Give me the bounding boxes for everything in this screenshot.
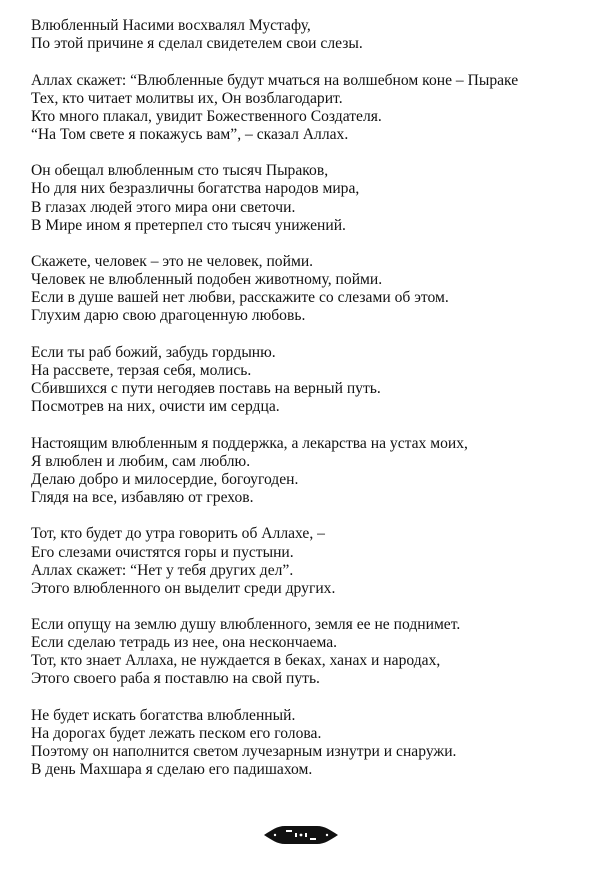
poem-line: Если ты раб божий, забудь гордыню.: [31, 343, 276, 361]
poem-line: В день Махшара я сделаю его падишахом.: [31, 761, 313, 779]
poem-line: Глядя на все, избавляю от грехов.: [31, 488, 254, 506]
poem-line: Он обещал влюбленным сто тысяч Пыраков,: [31, 162, 329, 180]
poem-line: По этой причине я сделал свидетелем свои слезы.: [31, 35, 363, 53]
poem-line: Настоящим влюбленным я поддержка, а лекарства на устах моих,: [31, 434, 468, 452]
poem-line: Если сделаю тетрадь из нее, она нескончаема.: [31, 634, 338, 652]
stanza: [31, 162, 591, 234]
poem-line: Человек не влюбленный подобен животному, пойми.: [31, 271, 383, 289]
poem-line: В Мире ином я претерпел сто тысяч унижений.: [31, 216, 346, 234]
page-number-ornament-icon: [262, 821, 340, 849]
stanza: [31, 435, 591, 507]
poem-line: Аллах скажет: “Влюбленные будут мчаться на волшебном коне – Пыраке: [31, 71, 519, 89]
poem-line: Скажете, человек – это не человек, пойми.: [31, 253, 314, 271]
poem-line: Его слезами очистятся горы и пустыни.: [31, 543, 294, 561]
poem-line: Этого влюбленного он выделит среди других.: [31, 579, 336, 597]
poem-line: Кто много плакал, увидит Божественного Создателя.: [31, 107, 382, 125]
poem-line: Аллах скажет: “Нет у тебя других дел”.: [31, 561, 294, 579]
poem-line: Влюбленный Насими восхвалял Мустафу,: [31, 17, 311, 34]
poem-line: Тот, кто будет до утра говорить об Аллахе, –: [31, 525, 325, 543]
stanza: [31, 616, 591, 688]
stanza: [31, 525, 591, 597]
poem-line: Поэтому он наполнится светом лучезарным изнутри и снаружи.: [31, 743, 457, 761]
poem-line: Сбившихся с пути негодяев поставь на верный путь.: [31, 380, 381, 398]
poem-line: Этого своего раба я поставлю на свой путь.: [31, 670, 320, 688]
poem-line: Глухим дарю свою драгоценную любовь.: [31, 307, 306, 325]
poem-line: На дорогах будет лежать песком его голова.: [31, 725, 322, 743]
poem-line: Посмотрев на них, очисти им сердца.: [31, 398, 280, 416]
poem-line: Делаю добро и милосердие, богоугоден.: [31, 470, 299, 488]
stanza: [31, 17, 591, 53]
poem-line: На рассвете, терзая себя, молись.: [31, 361, 252, 379]
poem-line: Если опущу на землю душу влюбленного, земля ее не поднимет.: [31, 616, 461, 634]
poem-line: Не будет искать богатства влюбленный.: [31, 706, 296, 724]
poem-line: Я влюблен и любим, сам люблю.: [31, 452, 251, 470]
stanza: [31, 344, 591, 416]
poem-line: Но для них безразличны богатства народов мира,: [31, 180, 360, 198]
poem-line: “На Том свете я покажусь вам”, – сказал Аллах.: [31, 125, 349, 143]
poem-line: В глазах людей этого мира они светочи.: [31, 198, 296, 216]
poem-text: [31, 17, 591, 798]
poem-line: Если в душе вашей нет любви, расскажите со слезами об этом.: [31, 289, 449, 307]
stanza: [31, 253, 591, 325]
poem-line: Тот, кто знает Аллаха, не нуждается в беках, ханах и народах,: [31, 652, 441, 670]
stanza: [31, 707, 591, 779]
stanza: [31, 72, 591, 144]
poem-line: Тех, кто читает молитвы их, Он возблагодарит.: [31, 89, 343, 107]
